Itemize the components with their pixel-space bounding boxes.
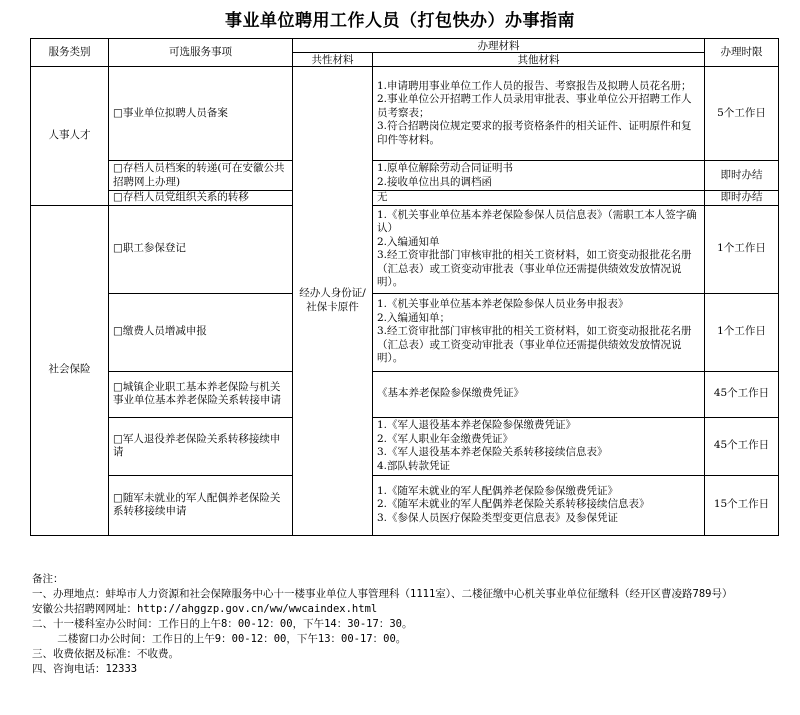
page-title: 事业单位聘用工作人员（打包快办）办事指南 [225,11,575,31]
material-line: 3.符合招聘岗位规定要求的报考资格条件的相关证件、证明原件和复印件等材料。 [377,120,692,146]
material-line: 2.《军人职业年金缴费凭证》 [377,432,514,445]
guide-table [30,38,779,536]
materials-cell [373,293,705,371]
common-material-cell: 经办人身份证/社保卡原件 [293,67,373,536]
table-row [31,161,779,191]
material-line: 1.《机关事业单位基本养老保险参保人员业务申报表》 [377,298,629,311]
materials-cell [373,371,705,417]
time-cell: 5个工作日 [705,67,779,161]
service-cell: □缴费人员增减申报 [109,293,293,371]
note-line-fees: 三、收费依据及标准：不收费。 [32,648,179,660]
material-line: 3.《参保人员医疗保险类型变更信息表》及参保凭证 [377,511,619,524]
time-cell: 45个工作日 [705,417,779,475]
header-materials: 办理材料 [293,39,705,53]
table-row [31,205,779,293]
notes-section [32,572,782,677]
material-line: 2.接收单位出具的调档函 [377,175,493,188]
material-line: 1.申请聘用事业单位工作人员的报告、考察报告及拟聘人员花名册； [377,79,692,92]
time-cell: 即时办结 [705,191,779,206]
material-line: 1.《机关事业单位基本养老保险参保人员信息表》（需职工本人签字确认） [377,208,697,234]
note-line-office-hours: 二、十一楼科室办公时间：工作日的上午8：00-12：00，下午14：30-17：30。 [32,618,413,630]
time-cell: 1个工作日 [705,205,779,293]
table-row [31,475,779,535]
material-line: 无 [377,191,388,203]
table-row [31,67,779,161]
service-cell: □军人退役养老保险关系转移接续申请 [109,417,293,475]
material-line: 2.《随军未就业的军人配偶养老保险关系转移接续信息表》 [377,498,650,511]
materials-cell [373,67,705,161]
note-line-website: 安徽公共招聘网网址：http://ahggzp.gov.cn/ww/wwcaindex.html [32,603,378,615]
category-cell: 人事人才 [31,67,109,206]
materials-cell [373,205,705,293]
material-line: 《基本养老保险参保缴费凭证》 [377,387,524,400]
service-cell: □存档人员档案的转递(可在安徽公共招聘网上办理) [109,161,293,191]
category-cell: 社会保险 [31,205,109,535]
header-other: 其他材料 [373,53,705,67]
table-row [31,417,779,475]
material-line: 1.《随军未就业的军人配偶养老保险参保缴费凭证》 [377,484,619,497]
service-cell: □存档人员党组织关系的转移 [109,191,293,206]
materials-cell [373,417,705,475]
material-line: 1.《军人退役基本养老保险参保缴费凭证》 [377,419,577,431]
note-line-phone: 四、咨询电话：12333 [32,663,138,675]
table-row [31,293,779,371]
material-line: 2.入编通知单 [377,235,440,248]
material-line: 2.事业单位公开招聘工作人员录用审批表、事业单位公开招聘工作人员考察表； [377,93,692,119]
table-row [31,371,779,417]
material-line: 1.原单位解除劳动合同证明书 [377,162,514,174]
notes-heading: 备注： [32,573,64,585]
materials-cell [373,161,705,191]
header-time: 办理时限 [705,39,779,67]
header-common: 共性材料 [293,53,373,67]
time-cell: 即时办结 [705,161,779,191]
material-line: 3.经工资审批部门审核审批的相关工资材料，如工资变动报批花名册（汇总表）或工资变动审批表（事业单位还需提供绩效发放情况说明）。 [377,249,692,288]
material-line: 4.部队转款凭证 [377,459,451,472]
materials-cell [373,191,705,206]
note-line-address: 一、办理地点：蚌埠市人力资源和社会保障服务中心十一楼事业单位人事管理科（1111室）、二楼征缴中心机关事业单位征缴科（经开区曹凌路789号） [32,588,733,600]
header-category: 服务类别 [31,39,109,67]
materials-cell [373,475,705,535]
service-cell: □随军未就业的军人配偶养老保险关系转移接续申请 [109,475,293,535]
service-cell: □城镇企业职工基本养老保险与机关事业单位基本养老保险关系转接申请 [109,371,293,417]
note-line-window-hours: 二楼窗口办公时间：工作日的上午9：00-12：00，下午13：00-17：00。 [32,633,407,645]
service-cell: □职工参保登记 [109,205,293,293]
time-cell: 15个工作日 [705,475,779,535]
material-line: 3.经工资审批部门审核审批的相关工资材料，如工资变动报批花名册（汇总表）或工资变动审批表（事业单位还需提供绩效发放情况说明）。 [377,325,692,365]
material-line: 3.《军人退役基本养老保险关系转移接续信息表》 [377,446,608,458]
service-cell: □事业单位拟聘人员备案 [109,67,293,161]
table-row [31,191,779,206]
material-line: 2.入编通知单； [377,311,451,324]
time-cell: 1个工作日 [705,293,779,371]
time-cell: 45个工作日 [705,371,779,417]
header-service: 可选服务事项 [109,39,293,67]
